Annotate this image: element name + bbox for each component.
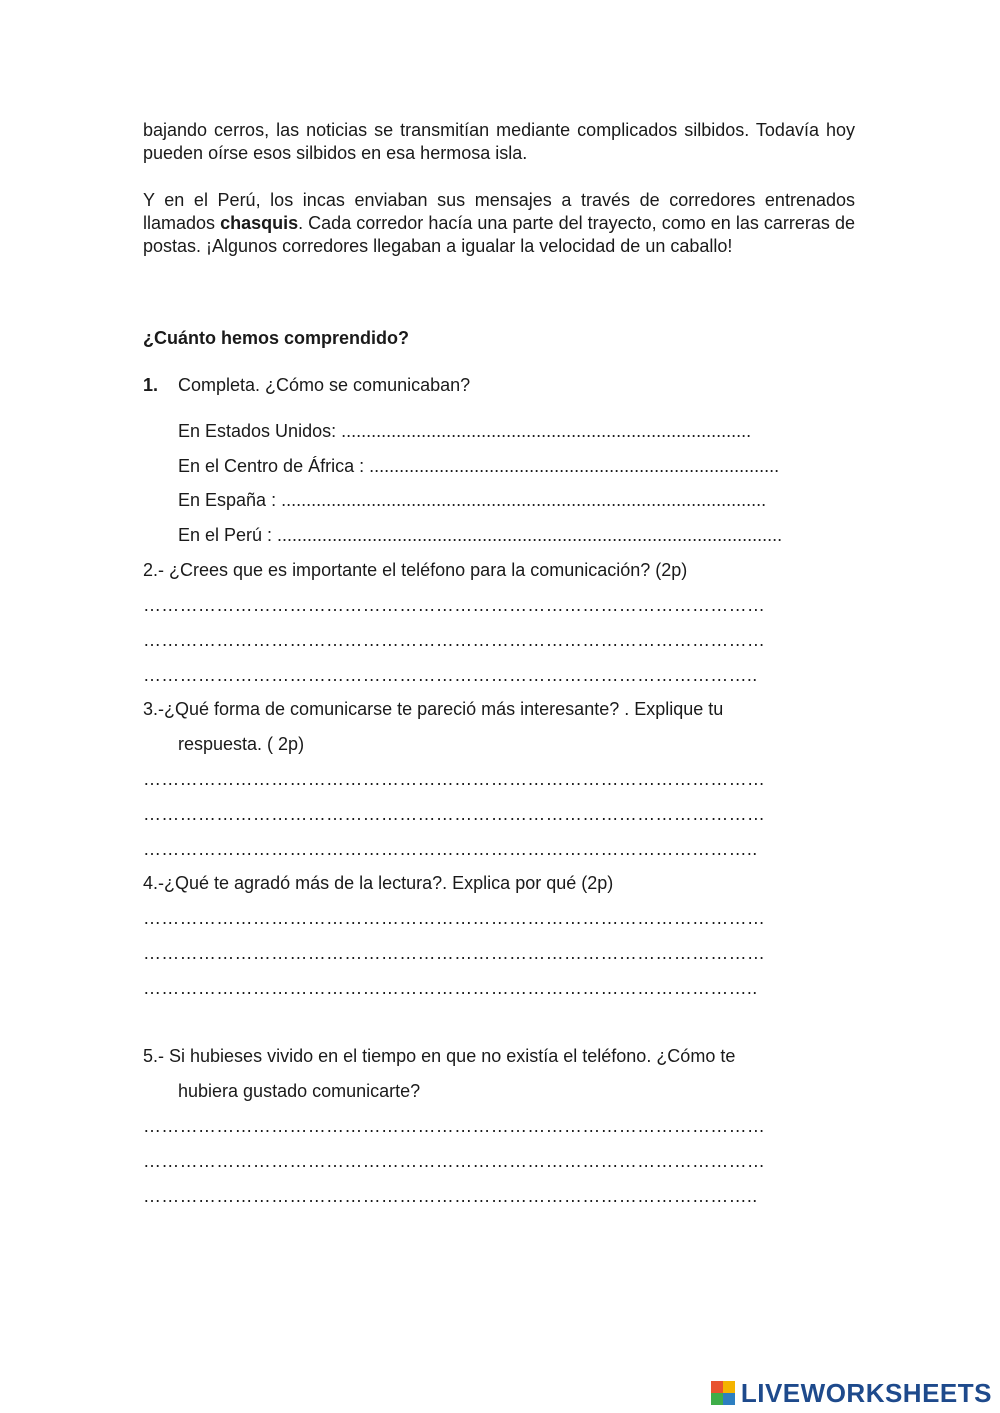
liveworksheets-logo-icon [711, 1381, 735, 1405]
reading-paragraph-2 [143, 189, 855, 258]
q1-item-spain[interactable]: En España : ................................................................................................. [178, 490, 767, 510]
q4-text: 4.-¿Qué te agradó más de la lectura?. Explica por qué (2p) [143, 873, 614, 893]
q5-answer-line-1[interactable]: ………………………………………………………………………………………… [143, 1116, 766, 1136]
q5-answer-line-2[interactable]: ………………………………………………………………………………………… [143, 1151, 766, 1171]
q4-answer-line-1[interactable]: ………………………………………………………………………………………… [143, 908, 766, 928]
q5-text-line-1: 5.- Si hubieses vivido en el tiempo en que no existía el teléfono. ¿Cómo te [143, 1046, 736, 1066]
liveworksheets-logo-text: LIVEWORKSHEETS [740, 1377, 992, 1408]
q4-answer-line-3[interactable]: ……………………………………………………………………………………….. [143, 978, 758, 998]
q2-answer-line-3[interactable]: ……………………………………………………………………………………….. [143, 665, 758, 685]
q3-text-line-1: 3.-¿Qué forma de comunicarse te pareció más interesante? . Explique tu [143, 699, 724, 719]
q1-text: Completa. ¿Cómo se comunicaban? [178, 375, 471, 395]
q2-answer-line-2[interactable]: ………………………………………………………………………………………… [143, 630, 766, 650]
q2-text: 2.- ¿Crees que es importante el teléfono para la comunicación? (2p) [143, 560, 688, 580]
q3-answer-line-2[interactable]: ………………………………………………………………………………………… [143, 804, 766, 824]
q3-text-line-2: respuesta. ( 2p) [178, 734, 305, 754]
q5-answer-line-3[interactable]: ……………………………………………………………………………………….. [143, 1186, 758, 1206]
reading-paragraph-1: bajando cerros, las noticias se transmitían mediante complicados silbidos. Todavía hoy pueden oírse esos silbidos en esa hermosa isla. [143, 120, 855, 163]
q2-answer-line-1[interactable]: ………………………………………………………………………………………… [143, 595, 766, 615]
liveworksheets-logo [711, 1378, 992, 1408]
q1-item-africa[interactable]: En el Centro de África : .................................................................................. [178, 456, 780, 476]
q3-answer-line-3[interactable]: ……………………………………………………………………………………….. [143, 839, 758, 859]
q3-answer-line-1[interactable]: ………………………………………………………………………………………… [143, 769, 766, 789]
q1-item-usa[interactable]: En Estados Unidos: .................................................................................. [178, 421, 752, 441]
chasquis-bold: chasquis [220, 213, 299, 233]
q1-number: 1. [143, 375, 159, 395]
section-title: ¿Cuánto hemos comprendido? [143, 328, 410, 348]
q5-text-line-2: hubiera gustado comunicarte? [178, 1081, 421, 1101]
q1-item-peru[interactable]: En el Perú : ..................................................................................................... [178, 525, 783, 545]
reading-paragraph-2-end: . Cada corredor hacía una parte del trayecto, como en las carreras de postas. ¡Algunos corredores llegaban a igualar la velocidad de un caballo! [143, 213, 855, 256]
q4-answer-line-2[interactable]: ………………………………………………………………………………………… [143, 943, 766, 963]
reading-paragraph-2-start: Y en el Perú, los incas enviaban sus mensajes a través de corredores entrenados llamados [143, 190, 855, 233]
